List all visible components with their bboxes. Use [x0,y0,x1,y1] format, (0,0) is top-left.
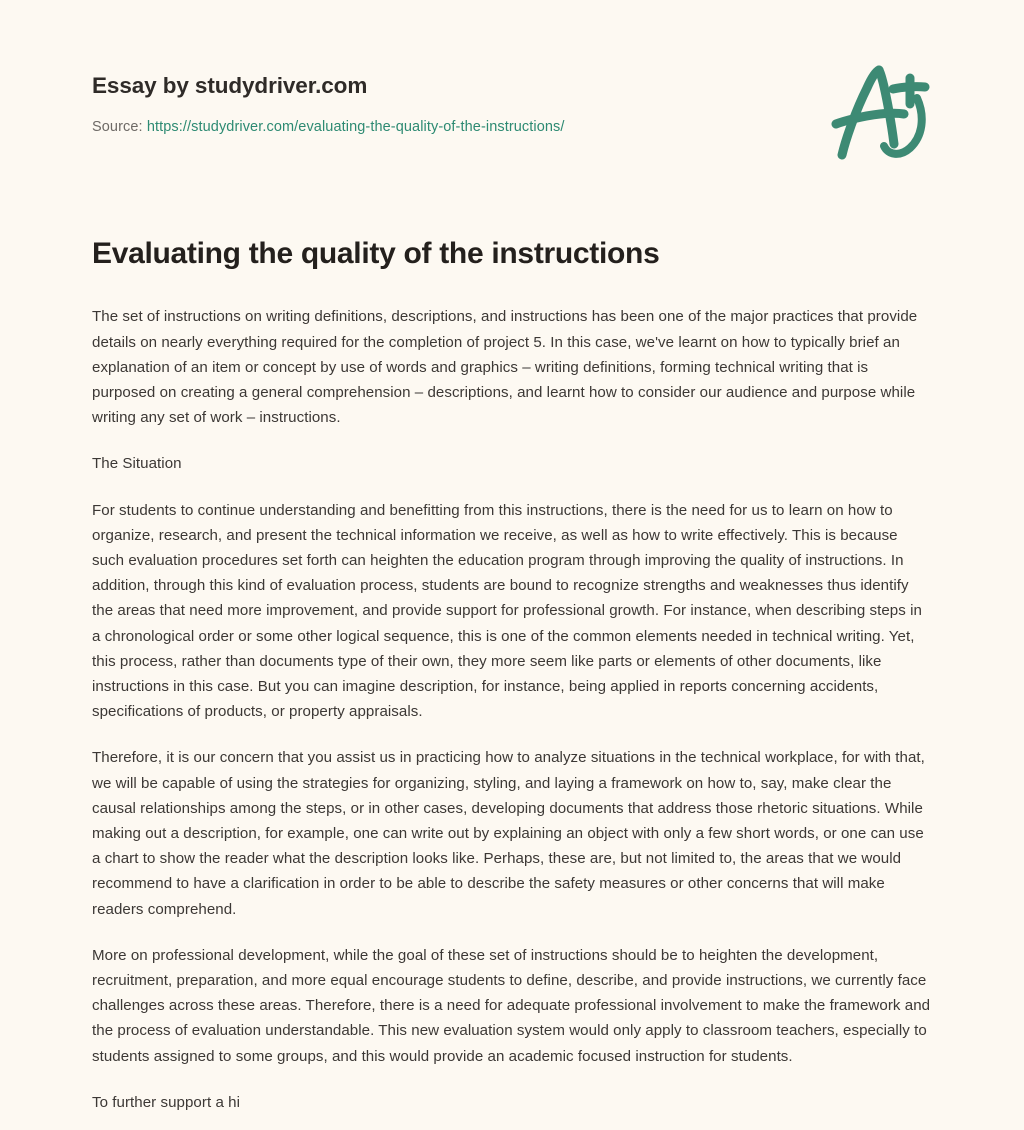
source-url-link[interactable]: https://studydriver.com/evaluating-the-quality-of-the-instructions/ [146,119,565,135]
source-label: Source: [92,119,147,135]
article-body [92,272,932,1115]
page-header [92,0,932,137]
paragraph: The set of instructions on writing definitions, descriptions, and instructions has been one of the major practices that provide details on nearly everything required for the completion of project 5. In this case, we've learnt on how to typically brief an explanation of an item or concept by use of words and graphics – writing definitions, forming technical writing that is purposed on creating a general comprehension – descriptions, and learnt how to consider our audience and purpose while writing any set of work – instructions. [92,308,918,427]
source-line [92,118,932,137]
paragraph: For students to continue understanding and benefitting from this instructions, there is the need for us to learn on how to organize, research, and present the technical information we receive, as well as how to write effectively. This is because such evaluation procedures set forth can heighten the education program through improving the quality of instructions. In addition, through this kind of evaluation process, students are bound to recognize strengths and weaknesses thus identify the areas that need more improvement, and provide support for professional growth. For instance, when describing steps in a chronological order or some other logical sequence, this is one of the common elements needed in technical writing. Yet, this process, rather than documents type of their own, they more seem like parts or elements of other documents, like instructions in this case. But you can imagine description, for instance, being applied in reports concerning accidents, specifications of products, or property appraisals. [92,501,922,721]
paragraph-truncated: To further support a hi [92,1093,240,1111]
essay-byline: Essay by studydriver.com [92,73,368,98]
page-title: Evaluating the quality of the instructions [92,236,660,270]
section-label-the-situation: The Situation [92,455,182,473]
paragraph: More on professional development, while the goal of these set of instructions should be to heighten the development, recruitment, preparation, and more equal encourage students to define, describe, and provide instructions, we currently face challenges across these areas. Therefore, there is a need for adequate professional involvement to make the framework and the process of evaluation understandable. This new evaluation system would only apply to classroom teachers, especially to students assigned to some groups, and this would provide an academic focused instruction for students. [92,946,931,1065]
paragraph: Therefore, it is our concern that you assist us in practicing how to analyze situations in the technical workplace, for with that, we will be capable of using the strategies for organizing, styling, and laying a framework on how to, say, make clear the causal relationships among the steps, or in other cases, developing documents that address those rhetoric situations. While making out a description, for example, one can write out by explaining an object with only a few short words, or one can use a chart to show the reader what the description looks like. Perhaps, these are, but not limited to, the areas that we would recommend to have a clarification in order to be able to describe the safety measures or other concerns that will make readers comprehend. [92,749,925,918]
